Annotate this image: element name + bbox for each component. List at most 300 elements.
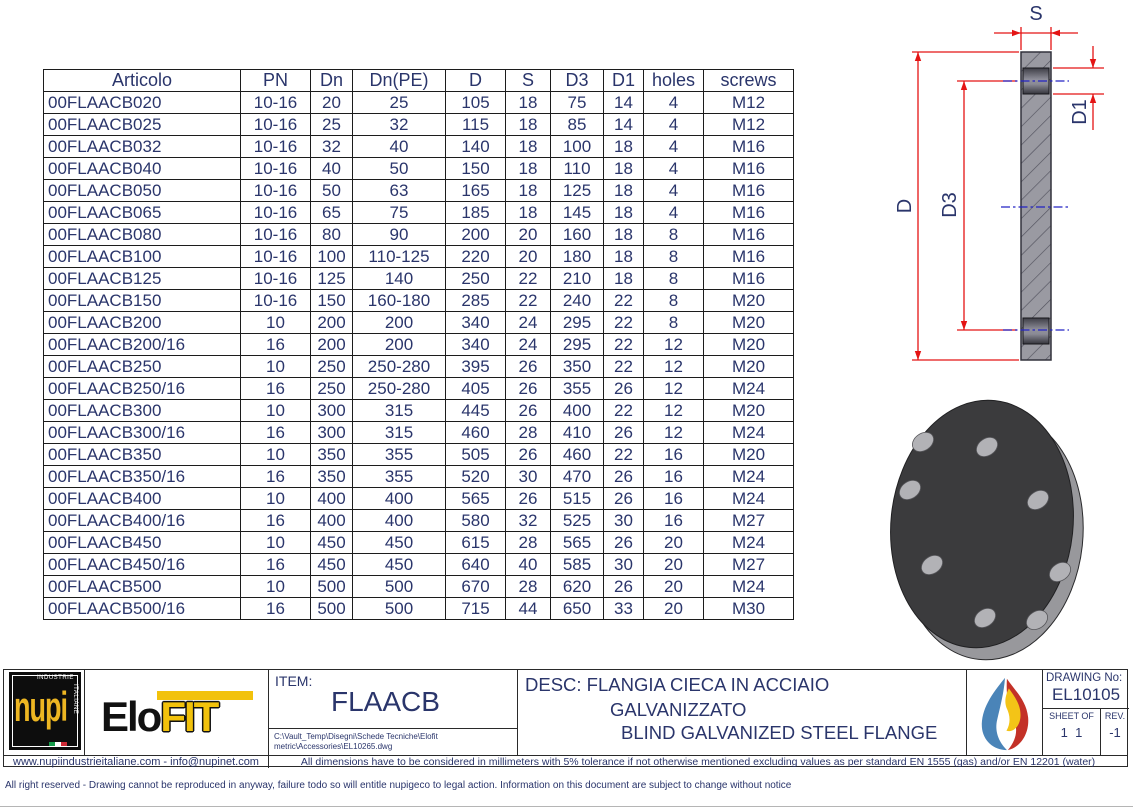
drawing-no-label: DRAWING No:	[1046, 672, 1123, 684]
table-row	[44, 290, 794, 312]
nupi-italiane-text: ITALIANE	[72, 684, 78, 715]
table-cell: 10	[241, 532, 311, 554]
drawing-no-value: EL10105	[1051, 685, 1121, 704]
column-header: screws	[704, 70, 794, 92]
table-cell: 12	[644, 422, 704, 444]
table-cell: 315	[353, 400, 446, 422]
table-row	[44, 268, 794, 290]
table-cell: 10-16	[241, 202, 311, 224]
table-cell: M24	[704, 422, 794, 444]
table-cell: 24	[506, 312, 551, 334]
column-header: Dn	[311, 70, 353, 92]
table-cell: 100	[311, 246, 353, 268]
table-cell: 565	[551, 532, 604, 554]
sheet-box	[1043, 709, 1101, 755]
table-cell: 250	[311, 378, 353, 400]
table-cell: 16	[241, 378, 311, 400]
table-cell: 22	[604, 400, 644, 422]
file-path-line2: metric\Accessories\EL10265.dwg	[274, 742, 393, 751]
table-cell: 00FLAACB080	[44, 224, 241, 246]
table-cell: 24	[506, 334, 551, 356]
table-cell: 20	[311, 92, 353, 114]
table-row	[44, 114, 794, 136]
table-cell: 20	[644, 598, 704, 620]
table-cell: 670	[446, 576, 506, 598]
table-cell: 14	[604, 114, 644, 136]
table-cell: 565	[446, 488, 506, 510]
table-cell: 4	[644, 92, 704, 114]
rev-box	[1101, 709, 1129, 755]
table-cell: 210	[551, 268, 604, 290]
table-cell: 32	[311, 136, 353, 158]
table-cell: 250-280	[353, 378, 446, 400]
table-cell: M20	[704, 400, 794, 422]
table-cell: 150	[311, 290, 353, 312]
table-cell: 500	[353, 576, 446, 598]
table-cell: 00FLAACB400	[44, 488, 241, 510]
table-row	[44, 488, 794, 510]
table-cell: 18	[604, 180, 644, 202]
table-cell: 445	[446, 400, 506, 422]
table-cell: 40	[506, 554, 551, 576]
drawing-number-cell	[1043, 670, 1129, 755]
table-cell: 500	[311, 576, 353, 598]
table-cell: 470	[551, 466, 604, 488]
table-cell: 16	[644, 510, 704, 532]
flame-logo-cell	[967, 670, 1043, 755]
table-row	[44, 576, 794, 598]
table-cell: 300	[311, 422, 353, 444]
table-cell: 22	[506, 290, 551, 312]
table-cell: 10	[241, 356, 311, 378]
table-cell: 18	[604, 136, 644, 158]
description-line1: DESC: FLANGIA CIECA IN ACCIAIO	[525, 674, 830, 695]
table-cell: 355	[353, 444, 446, 466]
table-cell: 18	[506, 92, 551, 114]
table-cell: 18	[604, 158, 644, 180]
table-cell: 26	[604, 422, 644, 444]
table-cell: 00FLAACB025	[44, 114, 241, 136]
table-cell: 22	[604, 290, 644, 312]
table-cell: 400	[353, 510, 446, 532]
column-header: Dn(PE)	[353, 70, 446, 92]
description-line3: BLIND GALVANIZED STEEL FLANGE	[621, 722, 938, 743]
table-cell: 200	[446, 224, 506, 246]
table-cell: M20	[704, 290, 794, 312]
table-cell: M24	[704, 466, 794, 488]
table-cell: 4	[644, 202, 704, 224]
table-cell: 240	[551, 290, 604, 312]
file-path	[269, 728, 517, 755]
table-cell: 26	[506, 378, 551, 400]
table-cell: 10	[241, 400, 311, 422]
table-cell: 18	[604, 202, 644, 224]
table-row	[44, 400, 794, 422]
table-cell: 285	[446, 290, 506, 312]
table-cell: 18	[506, 114, 551, 136]
table-cell: 4	[644, 180, 704, 202]
table-cell: 18	[506, 158, 551, 180]
table-cell: 28	[506, 422, 551, 444]
table-cell: 18	[506, 136, 551, 158]
table-cell: 355	[353, 466, 446, 488]
table-cell: 00FLAACB450	[44, 532, 241, 554]
table-cell: M16	[704, 246, 794, 268]
table-cell: 620	[551, 576, 604, 598]
table-cell: 105	[446, 92, 506, 114]
table-cell: 14	[604, 92, 644, 114]
table-cell: 110-125	[353, 246, 446, 268]
table-cell: M20	[704, 356, 794, 378]
dim-label-D3: D3	[939, 192, 961, 218]
table-cell: 00FLAACB400/16	[44, 510, 241, 532]
table-cell: M16	[704, 158, 794, 180]
table-cell: M27	[704, 510, 794, 532]
table-cell: 350	[551, 356, 604, 378]
table-cell: 00FLAACB450/16	[44, 554, 241, 576]
table-cell: 10	[241, 576, 311, 598]
table-cell: 10	[241, 312, 311, 334]
table-cell: 10-16	[241, 246, 311, 268]
dim-D3	[957, 81, 1017, 330]
flange-3d-image	[858, 388, 1133, 666]
table-cell: 10-16	[241, 290, 311, 312]
table-cell: 520	[446, 466, 506, 488]
sheet-of-label: SHEET OF	[1049, 711, 1094, 721]
table-cell: 450	[311, 532, 353, 554]
table-row	[44, 202, 794, 224]
table-cell: 80	[311, 224, 353, 246]
arrow	[961, 81, 967, 90]
table-cell: 10-16	[241, 268, 311, 290]
table-cell: 00FLAACB350	[44, 444, 241, 466]
dim-D	[912, 52, 1019, 360]
table-cell: 20	[644, 576, 704, 598]
table-cell: 585	[551, 554, 604, 576]
table-cell: 12	[644, 378, 704, 400]
table-cell: 20	[506, 224, 551, 246]
table-cell: M20	[704, 334, 794, 356]
table-cell: 26	[506, 400, 551, 422]
table-cell: 315	[353, 422, 446, 444]
table-cell: 100	[551, 136, 604, 158]
table-row	[44, 422, 794, 444]
table-cell: 40	[311, 158, 353, 180]
table-cell: 300	[311, 400, 353, 422]
rev-value: -1	[1109, 725, 1121, 740]
table-cell: 18	[506, 180, 551, 202]
table-cell: 75	[353, 202, 446, 224]
table-cell: 16	[644, 488, 704, 510]
header-row	[44, 70, 794, 92]
table-cell: M12	[704, 114, 794, 136]
elofit-logo-cell	[85, 670, 269, 755]
arrow	[1012, 30, 1021, 36]
table-cell: 44	[506, 598, 551, 620]
table-cell: 00FLAACB032	[44, 136, 241, 158]
table-cell: 65	[311, 202, 353, 224]
table-cell: 00FLAACB500/16	[44, 598, 241, 620]
table-cell: 30	[604, 510, 644, 532]
table-cell: M30	[704, 598, 794, 620]
table-cell: 200	[311, 334, 353, 356]
table-cell: M20	[704, 444, 794, 466]
table-cell: M24	[704, 488, 794, 510]
legal-footer-note: All right reserved - Drawing cannot be reproduced in anyway, failure todo so will entitle nupigeco to legal action. Information on this document are subject to change without notice	[5, 780, 792, 791]
table-row	[44, 532, 794, 554]
item-cell	[269, 670, 518, 755]
table-cell: 650	[551, 598, 604, 620]
table-cell: M16	[704, 180, 794, 202]
table-cell: 250	[311, 356, 353, 378]
arrow	[915, 52, 921, 61]
table-cell: 33	[604, 598, 644, 620]
table-cell: 350	[311, 466, 353, 488]
table-cell: 16	[241, 598, 311, 620]
table-cell: 00FLAACB050	[44, 180, 241, 202]
arrow	[1051, 30, 1060, 36]
table-cell: 00FLAACB500	[44, 576, 241, 598]
table-cell: 18	[604, 268, 644, 290]
table-cell: 16	[241, 510, 311, 532]
table-cell: 25	[311, 114, 353, 136]
nupigeco-flame-logo	[976, 673, 1034, 752]
table-cell: 10	[241, 444, 311, 466]
sheet-rev-row	[1043, 708, 1129, 755]
table-cell: 405	[446, 378, 506, 400]
table-cell: 450	[353, 532, 446, 554]
table-row	[44, 92, 794, 114]
description-line2: GALVANIZZATO	[610, 699, 747, 720]
table-cell: 410	[551, 422, 604, 444]
table-cell: 715	[446, 598, 506, 620]
elofit-fit-text: FIT	[160, 693, 218, 740]
table-cell: 350	[311, 444, 353, 466]
elofit-logo	[101, 688, 261, 744]
table-cell: 140	[353, 268, 446, 290]
table-cell: 16	[241, 554, 311, 576]
table-cell: 22	[604, 312, 644, 334]
table-cell: M16	[704, 136, 794, 158]
table-body	[44, 92, 794, 620]
dim-label-D1: D1	[1069, 99, 1091, 125]
item-value: FLAACB	[331, 686, 440, 717]
table-cell: 145	[551, 202, 604, 224]
table-cell: 580	[446, 510, 506, 532]
table-cell: 30	[506, 466, 551, 488]
table-cell: 10	[241, 488, 311, 510]
table-row	[44, 312, 794, 334]
table-cell: 16	[241, 466, 311, 488]
title-block	[3, 669, 1128, 767]
table-row	[44, 444, 794, 466]
table-cell: 505	[446, 444, 506, 466]
table-cell: 615	[446, 532, 506, 554]
table-cell: 16	[241, 422, 311, 444]
table-cell: 32	[353, 114, 446, 136]
dim-label-S: S	[1029, 3, 1043, 25]
table-cell: M12	[704, 92, 794, 114]
table-cell: 50	[311, 180, 353, 202]
elofit-elo-text: Elo	[101, 693, 161, 740]
item-label: ITEM:	[275, 673, 313, 689]
nupi-industrie-text: INDUSTRIE	[37, 675, 74, 681]
table-cell: 26	[604, 488, 644, 510]
table-cell: 295	[551, 312, 604, 334]
table-cell: M27	[704, 554, 794, 576]
table-cell: 340	[446, 312, 506, 334]
table-header	[44, 70, 794, 92]
table-cell: 20	[506, 246, 551, 268]
table-cell: 00FLAACB125	[44, 268, 241, 290]
arrow	[1090, 59, 1096, 68]
table-cell: 110	[551, 158, 604, 180]
table-cell: 00FLAACB300	[44, 400, 241, 422]
description-cell	[518, 670, 967, 755]
table-row	[44, 246, 794, 268]
table-cell: 22	[506, 268, 551, 290]
table-cell: 500	[311, 598, 353, 620]
table-cell: 250	[446, 268, 506, 290]
page-bottom-line	[0, 806, 1133, 807]
table-cell: 00FLAACB200	[44, 312, 241, 334]
table-cell: 00FLAACB300/16	[44, 422, 241, 444]
table-cell: 28	[506, 532, 551, 554]
file-path-line1: C:\Vault_Temp\Disegni\Schede Tecniche\Elofit	[274, 732, 438, 741]
table-cell: 640	[446, 554, 506, 576]
flange-body-section	[1021, 52, 1051, 360]
table-cell: 26	[604, 378, 644, 400]
table-cell: 25	[353, 92, 446, 114]
column-header: D3	[551, 70, 604, 92]
table-row	[44, 158, 794, 180]
column-header: Articolo	[44, 70, 241, 92]
italian-flag-icon	[49, 742, 67, 746]
spec-table	[43, 69, 794, 620]
table-cell: 8	[644, 224, 704, 246]
table-cell: 00FLAACB020	[44, 92, 241, 114]
table-cell: 10-16	[241, 92, 311, 114]
table-cell: 140	[446, 136, 506, 158]
table-cell: 16	[644, 466, 704, 488]
table-cell: 28	[506, 576, 551, 598]
rev-label: REV.	[1104, 711, 1126, 721]
table-cell: 00FLAACB150	[44, 290, 241, 312]
title-block-main-row	[4, 670, 1127, 755]
column-header: D	[446, 70, 506, 92]
table-cell: 450	[311, 554, 353, 576]
table-cell: 75	[551, 92, 604, 114]
table-cell: 220	[446, 246, 506, 268]
table-cell: 160	[551, 224, 604, 246]
table-cell: 00FLAACB100	[44, 246, 241, 268]
table-cell: 515	[551, 488, 604, 510]
table-cell: 10-16	[241, 158, 311, 180]
table-cell: M16	[704, 202, 794, 224]
table-cell: 22	[604, 444, 644, 466]
table-cell: 40	[353, 136, 446, 158]
flange-section-drawing	[890, 0, 1115, 375]
table-cell: 63	[353, 180, 446, 202]
dim-label-D: D	[894, 198, 916, 214]
dimensions-note: All dimensions have to be considered in millimeters with 5% tolerance if not otherwise mentioned excluding values as per standard EN 1555 (gas) and/or EN 12201 (water)	[300, 756, 1096, 768]
table-row	[44, 378, 794, 400]
table-cell: 450	[353, 554, 446, 576]
table-cell: 90	[353, 224, 446, 246]
table-cell: 22	[604, 334, 644, 356]
table-cell: 00FLAACB250	[44, 356, 241, 378]
nupi-logo-cell	[4, 670, 85, 755]
table-cell: 460	[551, 444, 604, 466]
table-cell: 12	[644, 356, 704, 378]
table-cell: 22	[604, 356, 644, 378]
table-cell: 26	[506, 488, 551, 510]
column-header: S	[506, 70, 551, 92]
table-cell: 50	[353, 158, 446, 180]
table-cell: 00FLAACB065	[44, 202, 241, 224]
arrow	[961, 321, 967, 330]
table-cell: 8	[644, 312, 704, 334]
table-cell: 125	[551, 180, 604, 202]
table-row	[44, 180, 794, 202]
table-cell: 00FLAACB200/16	[44, 334, 241, 356]
table-cell: 200	[311, 312, 353, 334]
table-cell: M24	[704, 576, 794, 598]
column-header: PN	[241, 70, 311, 92]
table-cell: 85	[551, 114, 604, 136]
website-text: www.nupiindustrieitaliane.com - info@nupinet.com	[4, 756, 269, 768]
table-cell: 10-16	[241, 136, 311, 158]
table-cell: 115	[446, 114, 506, 136]
table-row	[44, 356, 794, 378]
table-cell: 185	[446, 202, 506, 224]
table-row	[44, 224, 794, 246]
table-cell: 18	[604, 246, 644, 268]
table-cell: 26	[604, 576, 644, 598]
table-cell: 180	[551, 246, 604, 268]
nupi-wordmark: nupi	[14, 683, 67, 731]
table-row	[44, 334, 794, 356]
table-row	[44, 510, 794, 532]
table-cell: 18	[604, 224, 644, 246]
table-cell: 10-16	[241, 224, 311, 246]
table-cell: 400	[551, 400, 604, 422]
column-header: D1	[604, 70, 644, 92]
table-cell: 18	[506, 202, 551, 224]
table-cell: 26	[604, 532, 644, 554]
table-cell: 10-16	[241, 114, 311, 136]
table-cell: 16	[644, 444, 704, 466]
arrow	[915, 351, 921, 360]
table-cell: 20	[644, 532, 704, 554]
table-cell: 200	[353, 312, 446, 334]
table-cell: 340	[446, 334, 506, 356]
title-block-bottom-row	[4, 755, 1127, 768]
column-header: holes	[644, 70, 704, 92]
table-cell: 200	[353, 334, 446, 356]
table-cell: 16	[241, 334, 311, 356]
table-cell: 12	[644, 334, 704, 356]
table-cell: 295	[551, 334, 604, 356]
table-cell: 400	[353, 488, 446, 510]
table-row	[44, 554, 794, 576]
flame-blue-part	[982, 678, 1007, 750]
table-cell: 8	[644, 290, 704, 312]
table-row	[44, 466, 794, 488]
table-cell: 150	[446, 158, 506, 180]
table-cell: M24	[704, 532, 794, 554]
table-cell: 500	[353, 598, 446, 620]
